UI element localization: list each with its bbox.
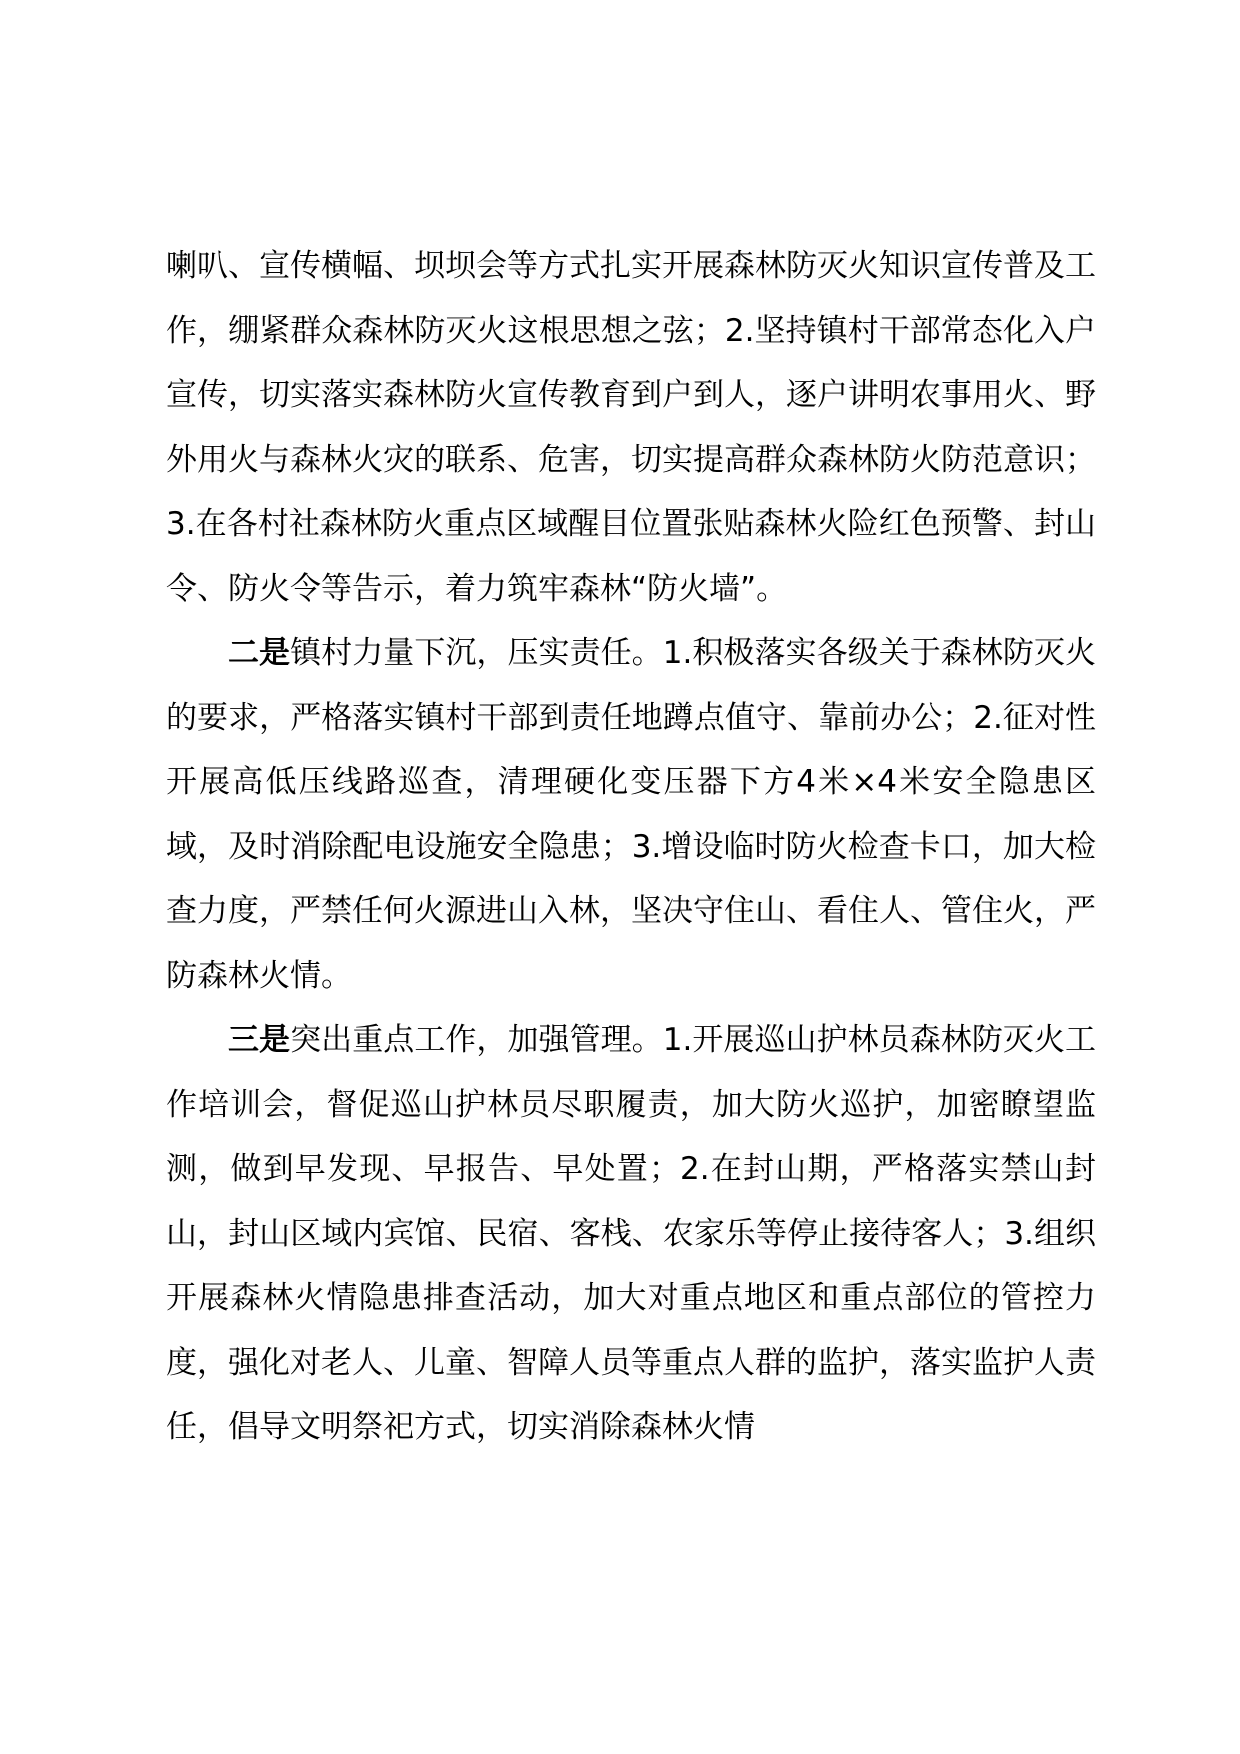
paragraph-text: 突出重点工作，加强管理。1.开展巡山护林员森林防灭火工作培训会，督促巡山护林员尽职履责，加大防火巡护，加密瞭望监测，做到早发现、早报告、早处置；2.在封山期，严格落实禁山封山，封山区域内宾馆、民宿、客栈、农家乐等停止接待客人；3.组织开展森林火情隐患排查活动，加大对重点地区和重点部位的管控力度，强化对老人、儿童、智障人员等重点人群的监护，落实监护人责任，倡导文明祭祀方式，切实消除森林火情	[166, 1022, 1097, 1445]
paragraph-lead: 三是	[228, 1022, 291, 1058]
document-body	[166, 234, 1096, 1460]
paragraph-lead: 二是	[228, 635, 291, 671]
paragraph-management	[166, 1008, 1096, 1460]
paragraph-text: 喇叭、宣传横幅、坝坝会等方式扎实开展森林防灭火知识宣传普及工作，绷紧群众森林防灭火这根思想之弦；2.坚持镇村干部常态化入户宣传，切实落实森林防火宣传教育到户到人，逐户讲明农事用火、野外用火与森林火灾的联系、危害，切实提高群众森林防火防范意识；3.在各村社森林防火重点区域醒目位置张贴森林火险红色预警、封山令、防火令等告示，着力筑牢森林“防火墙”。	[166, 248, 1096, 607]
paragraph-text: 镇村力量下沉，压实责任。1.积极落实各级关于森林防灭火的要求，严格落实镇村干部到责任地蹲点值守、靠前办公；2.征对性开展高低压线路巡查，清理硬化变压器下方4米×4米安全隐患区域，及时消除配电设施安全隐患；3.增设临时防火检查卡口，加大检查力度，严禁任何火源进山入林，坚决守住山、看住人、管住火，严防森林火情。	[166, 635, 1097, 994]
paragraph-responsibility	[166, 621, 1096, 1008]
paragraph-publicity	[166, 234, 1096, 621]
